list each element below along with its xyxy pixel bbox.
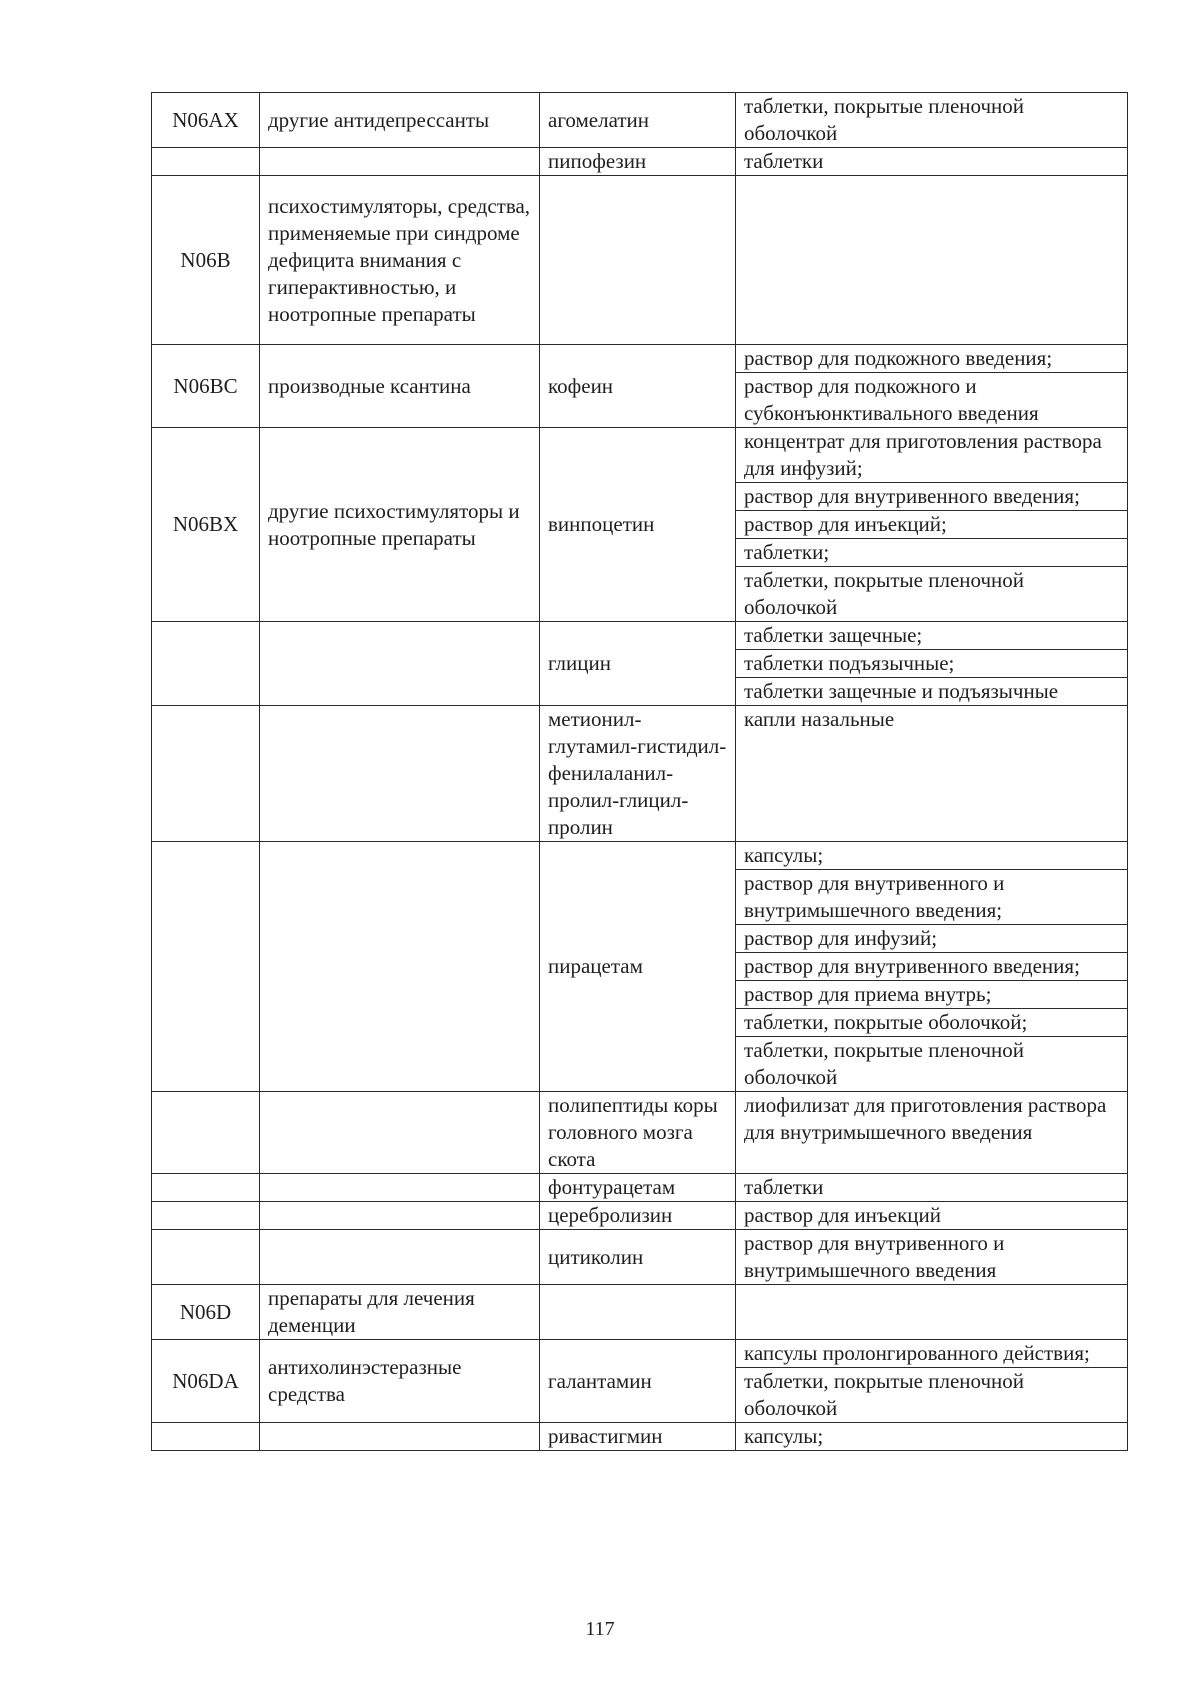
group-name-cell: производные ксантина — [260, 345, 540, 428]
dosage-form-line: раствор для инъекций — [744, 1203, 941, 1227]
atc-code-cell — [152, 148, 260, 176]
table-row — [152, 706, 1128, 842]
page-number: 117 — [585, 1618, 615, 1640]
dosage-forms-cell — [736, 1230, 1128, 1285]
dosage-form-line: таблетки, покрытые пленочной оболочкой — [736, 1367, 1127, 1422]
drug-name-cell: церебролизин — [540, 1202, 736, 1230]
drug-list-table — [151, 92, 1128, 1451]
dosage-form-line: таблетки — [744, 1175, 824, 1199]
dosage-form-line: таблетки, покрытые пленочной оболочкой — [736, 566, 1127, 621]
table-row — [152, 1174, 1128, 1202]
drug-name-cell: пирацетам — [540, 842, 736, 1092]
group-name-cell — [260, 148, 540, 176]
table-row — [152, 1423, 1128, 1451]
table-row — [152, 1230, 1128, 1285]
dosage-forms-cell — [736, 93, 1128, 148]
dosage-form-line: раствор для инъекций; — [736, 510, 1127, 538]
atc-code-cell: N06BC — [152, 345, 260, 428]
table-row — [152, 1092, 1128, 1174]
group-name-cell — [260, 1092, 540, 1174]
dosage-forms-cell — [736, 1423, 1128, 1451]
dosage-form-line: таблетки; — [736, 538, 1127, 566]
dosage-forms-cell — [736, 622, 1128, 706]
atc-code-cell: N06AX — [152, 93, 260, 148]
dosage-form-line: таблетки подъязычные; — [736, 649, 1127, 677]
dosage-form-line: концентрат для приготовления раствора для инфузий; — [744, 429, 1102, 480]
atc-code-cell — [152, 1202, 260, 1230]
drug-name-cell: цитиколин — [540, 1230, 736, 1285]
dosage-form-line: капли назальные — [744, 707, 895, 731]
group-name-cell: другие психостимуляторы и ноотропные препараты — [260, 428, 540, 622]
dosage-form-line: таблетки, покрытые пленочной оболочкой — [744, 94, 1025, 145]
drug-name-cell — [540, 1285, 736, 1340]
table-row — [152, 428, 1128, 622]
dosage-form-line: таблетки — [744, 149, 824, 173]
dosage-forms-cell — [736, 176, 1128, 345]
drug-name-cell: полипептиды коры головного мозга скота — [540, 1092, 736, 1174]
group-name-cell — [260, 1230, 540, 1285]
table-body — [152, 93, 1128, 1451]
atc-code-cell: N06B — [152, 176, 260, 345]
dosage-form-line: капсулы; — [744, 843, 824, 867]
dosage-forms-cell — [736, 428, 1128, 622]
drug-name-cell: агомелатин — [540, 93, 736, 148]
dosage-form-line: раствор для подкожного и субконъюнктивального введения — [736, 372, 1127, 427]
drug-name-cell: кофеин — [540, 345, 736, 428]
dosage-form-line: раствор для внутривенного введения; — [736, 952, 1127, 980]
atc-code-cell: N06DA — [152, 1340, 260, 1423]
group-name-cell — [260, 706, 540, 842]
dosage-forms-cell — [736, 1174, 1128, 1202]
dosage-form-line: таблетки, покрытые пленочной оболочкой — [736, 1036, 1127, 1091]
group-name-cell — [260, 1202, 540, 1230]
atc-code-cell — [152, 706, 260, 842]
group-name-cell — [260, 1423, 540, 1451]
table-row — [152, 842, 1128, 1092]
drug-name-cell: ривастигмин — [540, 1423, 736, 1451]
dosage-forms-cell — [736, 1202, 1128, 1230]
dosage-forms-cell — [736, 1340, 1128, 1423]
dosage-form-line: раствор для инфузий; — [736, 924, 1127, 952]
table-row — [152, 93, 1128, 148]
dosage-form-line: лиофилизат для приготовления раствора для внутримышечного введения — [744, 1093, 1107, 1144]
atc-code-cell: N06BX — [152, 428, 260, 622]
drug-name-cell: фонтурацетам — [540, 1174, 736, 1202]
atc-code-cell — [152, 1092, 260, 1174]
table-row — [152, 176, 1128, 345]
drug-name-cell: пипофезин — [540, 148, 736, 176]
table-row — [152, 1285, 1128, 1340]
drug-name-cell: метионил-глутамил-гистидил-фенилаланил-пролил-глицил-пролин — [540, 706, 736, 842]
atc-code-cell — [152, 1423, 260, 1451]
dosage-form-line: таблетки защечные и подъязычные — [736, 677, 1127, 705]
dosage-forms-cell — [736, 1285, 1128, 1340]
dosage-form-line: раствор для внутривенного введения; — [736, 482, 1127, 510]
dosage-form-line: раствор для приема внутрь; — [736, 980, 1127, 1008]
group-name-cell — [260, 1174, 540, 1202]
group-name-cell — [260, 622, 540, 706]
table-row — [152, 1202, 1128, 1230]
drug-name-cell: галантамин — [540, 1340, 736, 1423]
dosage-form-line: таблетки защечные; — [744, 623, 923, 647]
table-row — [152, 148, 1128, 176]
atc-code-cell — [152, 622, 260, 706]
atc-code-cell — [152, 1230, 260, 1285]
atc-code-cell — [152, 842, 260, 1092]
table-row — [152, 622, 1128, 706]
dosage-forms-cell — [736, 345, 1128, 428]
drug-name-cell — [540, 176, 736, 345]
dosage-form-line: капсулы; — [744, 1424, 824, 1448]
dosage-form-line: таблетки, покрытые оболочкой; — [736, 1008, 1127, 1036]
table-row — [152, 1340, 1128, 1423]
table-row — [152, 345, 1128, 428]
dosage-forms-cell — [736, 148, 1128, 176]
group-name-cell: психостимуляторы, средства, применяемые при синдроме дефицита внимания с гиперактивностью, и ноотропные препараты — [260, 176, 540, 345]
atc-code-cell: N06D — [152, 1285, 260, 1340]
dosage-forms-cell — [736, 842, 1128, 1092]
group-name-cell: препараты для лечения деменции — [260, 1285, 540, 1340]
atc-code-cell — [152, 1174, 260, 1202]
group-name-cell: другие антидепрессанты — [260, 93, 540, 148]
group-name-cell: антихолинэстеразные средства — [260, 1340, 540, 1423]
dosage-form-line: раствор для внутривенного и внутримышечного введения; — [736, 869, 1127, 924]
group-name-cell — [260, 842, 540, 1092]
dosage-form-line: раствор для подкожного введения; — [744, 346, 1053, 370]
dosage-form-line: раствор для внутривенного и внутримышечного введения — [744, 1231, 1005, 1282]
dosage-form-line: капсулы пролонгированного действия; — [744, 1341, 1090, 1365]
drug-name-cell: глицин — [540, 622, 736, 706]
dosage-forms-cell — [736, 1092, 1128, 1174]
drug-name-cell: винпоцетин — [540, 428, 736, 622]
dosage-forms-cell — [736, 706, 1128, 842]
